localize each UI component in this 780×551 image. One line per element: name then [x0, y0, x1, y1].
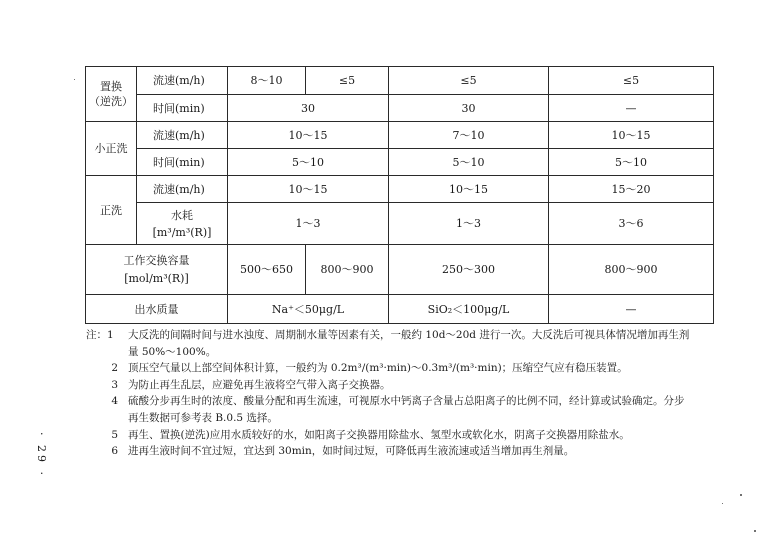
table-cell: 7～10 [389, 122, 549, 149]
note-item [86, 327, 726, 360]
table-cell: 5～10 [549, 149, 714, 176]
table-row [86, 122, 714, 149]
note-text: 再生、置换(逆洗)应用水质较好的水，如阳离子交换器用除盐水、氢型水或软化水，阴离子交换器用除盐水。 [128, 428, 630, 441]
table-cell: 30 [389, 95, 549, 122]
group-label: 正洗 [86, 176, 137, 245]
table-row [86, 95, 714, 122]
table-cell: Na⁺＜50μg/L [228, 295, 389, 324]
table-cell: 10～15 [228, 176, 389, 203]
table-cell: 10～15 [549, 122, 714, 149]
scan-speck [722, 503, 723, 504]
group-label: 置换 （逆洗） [86, 67, 137, 122]
table-cell: SiO₂＜100μg/L [389, 295, 549, 324]
note-number: 1 [107, 329, 114, 341]
table-row [86, 67, 714, 95]
table-cell: 8～10 [228, 67, 306, 95]
table-cell: ≤5 [549, 67, 714, 95]
table-notes [86, 327, 726, 460]
note-text: 顶压空气量以上部空间体积计算，一般约为 0.2m³/(m³·min)～0.3m³/(m³·min)；压缩空气应有稳压装置。 [128, 362, 628, 375]
table-cell: 5～10 [228, 149, 389, 176]
item-label: 流速(m/h) [137, 67, 228, 95]
table-row [86, 176, 714, 203]
item-label: 时间(min) [137, 95, 228, 122]
item-label: 流速(m/h) [137, 122, 228, 149]
table-cell: ≤5 [389, 67, 549, 95]
table-cell: — [549, 95, 714, 122]
table-cell: 3～6 [549, 203, 714, 245]
note-item [86, 427, 726, 444]
note-text: 为防止再生乱层，应避免再生液将空气带入离子交换器。 [128, 378, 391, 391]
scan-speck [74, 79, 75, 80]
note-item [86, 393, 726, 426]
table-cell: — [549, 295, 714, 324]
table-cell: ≤5 [306, 67, 389, 95]
table-cell: 5～10 [389, 149, 549, 176]
page-number: · 29 · [35, 432, 48, 478]
scan-speck [740, 494, 742, 496]
table-cell: 800～900 [306, 245, 389, 295]
table-cell: 800～900 [549, 245, 714, 295]
note-text: 硫酸分步再生时的浓度、酸量分配和再生流速，可视原水中钙离子含量占总阳离子的比例不同，经计算或试验确定。分步 再生数据可参考表 B.0.5 选择。 [128, 395, 685, 424]
regeneration-table [85, 66, 714, 324]
table-cell: 10～15 [389, 176, 549, 203]
item-label: 水耗 [m³/m³(R)] [137, 203, 228, 245]
table-row [86, 203, 714, 245]
table-cell: 1～3 [228, 203, 389, 245]
table-row [86, 149, 714, 176]
note-number: 2 [111, 362, 118, 375]
note-number: 6 [111, 445, 118, 458]
scan-speck [754, 530, 756, 532]
table-cell: 30 [228, 95, 389, 122]
table-row [86, 295, 714, 324]
table-row [86, 245, 714, 295]
table-cell: 500～650 [228, 245, 306, 295]
table-cell: 1～3 [389, 203, 549, 245]
note-text: 进再生液时间不宜过短，宜达到 30min，如时间过短，可降低再生液流速或适当增加再生剂量。 [128, 445, 575, 458]
notes-prefix: 注： [86, 329, 107, 341]
note-item [86, 443, 726, 460]
item-label: 工作交换容量 [mol/m³(R)] [86, 245, 228, 295]
note-text: 大反洗的间隔时间与进水浊度、周期制水量等因素有关，一般约 10d～20d 进行一次。大反洗后可视具体情况增加再生剂 量 50%～100%。 [128, 329, 690, 358]
group-label: 小正洗 [86, 122, 137, 176]
item-label: 流速(m/h) [137, 176, 228, 203]
note-item [86, 377, 726, 394]
item-label: 时间(min) [137, 149, 228, 176]
item-label: 出水质量 [86, 295, 228, 324]
note-item [86, 360, 726, 377]
note-number: 5 [111, 428, 118, 441]
note-number: 3 [111, 378, 118, 391]
table-cell: 15～20 [549, 176, 714, 203]
table-cell: 10～15 [228, 122, 389, 149]
table-cell: 250～300 [389, 245, 549, 295]
note-number: 4 [111, 395, 118, 408]
